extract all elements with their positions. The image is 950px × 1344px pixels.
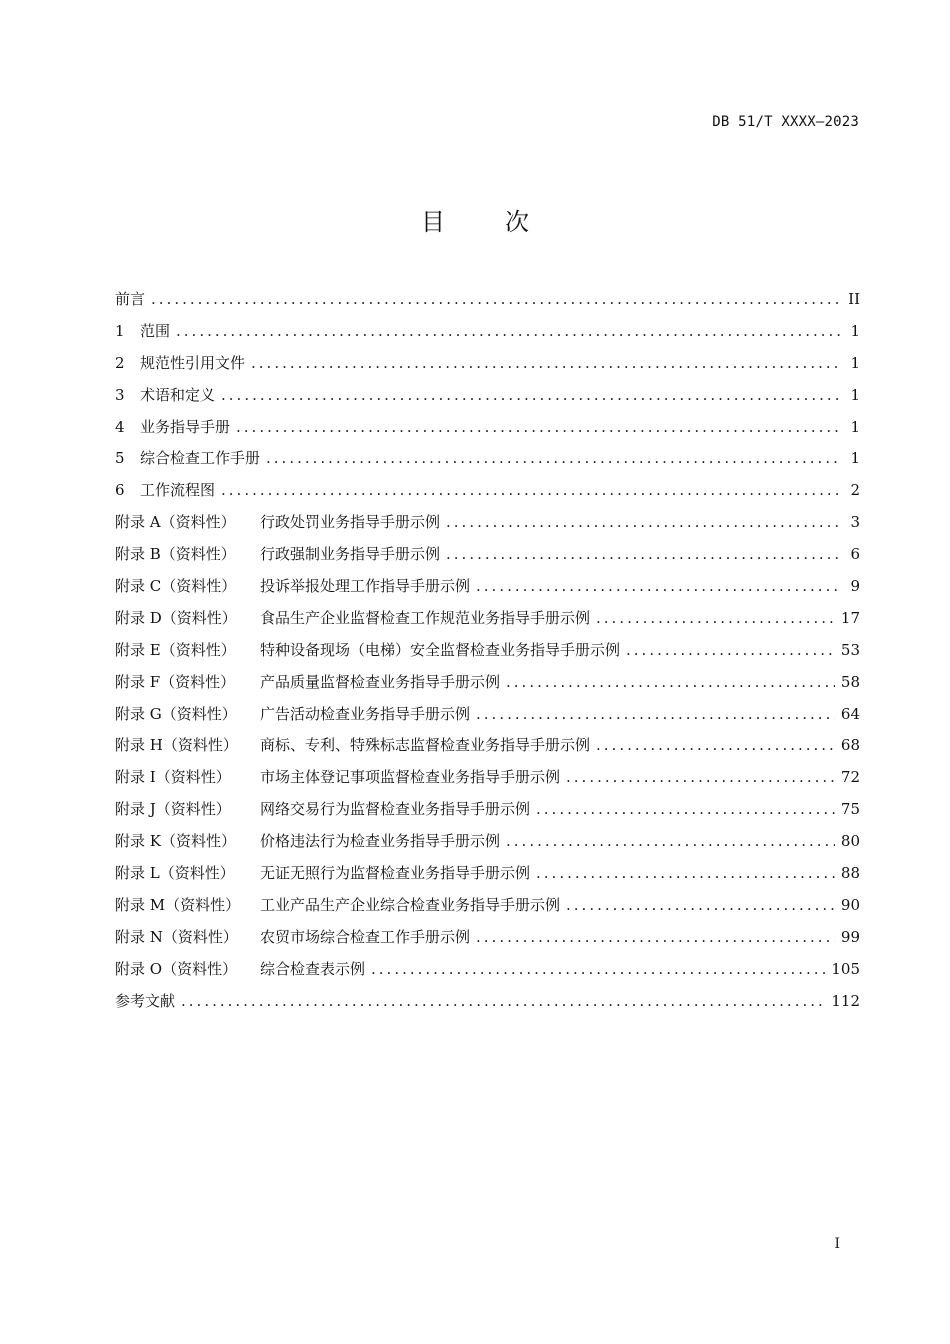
toc-entry[interactable] xyxy=(115,507,860,539)
toc-leader-dots xyxy=(251,348,840,380)
toc-entry-number: 3 xyxy=(115,385,125,404)
toc-entry-label: 规范性引用文件 xyxy=(140,353,246,372)
toc-entry-label: 产品质量监督检查业务指导手册示例 xyxy=(260,672,501,691)
toc-entry-number: 2 xyxy=(115,353,125,372)
toc-entry-page: 1 xyxy=(850,449,860,468)
toc-leader-dots xyxy=(626,635,835,667)
toc-entry-page: 112 xyxy=(831,991,860,1010)
toc-entry-label: 网络交易行为监督检查业务指导手册示例 xyxy=(260,800,531,819)
toc-entry-appendix: 附录 J（资料性） xyxy=(115,800,231,819)
page-number: I xyxy=(834,1236,840,1252)
toc-entry-label: 行政强制业务指导手册示例 xyxy=(260,545,441,564)
toc-entry-page: 17 xyxy=(840,608,860,627)
toc-entry-page: 2 xyxy=(850,481,860,500)
toc-entry-page: 64 xyxy=(840,704,860,723)
toc-entry-label: 食品生产企业监督检查工作规范业务指导手册示例 xyxy=(260,608,591,627)
toc-entry-label: 行政处罚业务指导手册示例 xyxy=(260,513,441,532)
toc-entry[interactable] xyxy=(115,412,860,444)
toc-entry[interactable] xyxy=(115,380,860,412)
toc-leader-dots xyxy=(476,922,835,954)
toc-leader-dots xyxy=(566,890,835,922)
toc-entry-page: 90 xyxy=(840,895,860,914)
toc-entry-label: 综合检查工作手册 xyxy=(140,449,261,468)
toc-entry[interactable] xyxy=(115,348,860,380)
toc-entry[interactable] xyxy=(115,986,860,1018)
toc-entry-page: 58 xyxy=(840,672,860,691)
toc-entry[interactable] xyxy=(115,603,860,635)
toc-entry[interactable] xyxy=(115,571,860,603)
toc-entry[interactable] xyxy=(115,858,860,890)
toc-entry[interactable] xyxy=(115,762,860,794)
toc-entry[interactable] xyxy=(115,667,860,699)
toc-entry-page: 53 xyxy=(840,640,860,659)
toc-entry-label: 术语和定义 xyxy=(140,385,216,404)
toc-entry[interactable] xyxy=(115,826,860,858)
toc-entry-appendix: 附录 L（资料性） xyxy=(115,864,235,883)
toc-leader-dots xyxy=(221,380,840,412)
toc-entry-label: 商标、专利、特殊标志监督检查业务指导手册示例 xyxy=(260,736,591,755)
toc-entry-label: 范围 xyxy=(140,321,171,340)
toc-entry-label: 工业产品生产企业综合检查业务指导手册示例 xyxy=(260,895,561,914)
toc-entry-label: 农贸市场综合检查工作手册示例 xyxy=(260,927,471,946)
toc-entry[interactable] xyxy=(115,316,860,348)
toc-entry-appendix: 附录 F（资料性） xyxy=(115,672,236,691)
toc-entry-label: 价格违法行为检查业务指导手册示例 xyxy=(260,832,501,851)
toc-leader-dots xyxy=(596,603,835,635)
toc-leader-dots xyxy=(221,475,840,507)
toc-entry-page: 99 xyxy=(840,927,860,946)
toc-entry[interactable] xyxy=(115,475,860,507)
toc-leader-dots xyxy=(446,507,840,539)
toc-entry-label: 业务指导手册 xyxy=(140,417,231,436)
toc-leader-dots xyxy=(596,730,835,762)
toc-leader-dots xyxy=(536,858,835,890)
toc-leader-dots xyxy=(151,284,840,316)
toc-leader-dots xyxy=(371,954,825,986)
toc-entry-label: 前言 xyxy=(115,290,146,308)
toc-entry-number: 1 xyxy=(115,321,125,340)
toc-entry-appendix: 附录 B（资料性） xyxy=(115,545,236,564)
toc-leader-dots xyxy=(506,826,835,858)
toc-entry[interactable] xyxy=(115,890,860,922)
toc-leader-dots xyxy=(476,699,835,731)
toc-leader-dots xyxy=(266,443,840,475)
toc-entry[interactable] xyxy=(115,699,860,731)
toc-entry[interactable] xyxy=(115,635,860,667)
toc-entry-number: 4 xyxy=(115,417,125,436)
toc-leader-dots xyxy=(536,794,835,826)
toc-entry-label: 工作流程图 xyxy=(140,481,216,500)
toc-entry-page: 1 xyxy=(850,321,860,340)
toc-entry-label: 特种设备现场（电梯）安全监督检查业务指导手册示例 xyxy=(260,640,621,659)
toc-entry-appendix: 附录 K（资料性） xyxy=(115,832,236,851)
toc-entry-page: 80 xyxy=(840,832,860,851)
toc-entry-page: 6 xyxy=(850,545,860,564)
toc-entry[interactable] xyxy=(115,922,860,954)
toc-entry-page: 88 xyxy=(840,864,860,883)
toc-entry-appendix: 附录 G（资料性） xyxy=(115,704,237,723)
toc-entry-page: 9 xyxy=(850,577,860,596)
toc-leader-dots xyxy=(446,539,840,571)
toc-entry-label: 无证无照行为监督检查业务指导手册示例 xyxy=(260,864,531,883)
toc-entry[interactable] xyxy=(115,954,860,986)
toc-entry-page: 3 xyxy=(850,513,860,532)
toc-entry-page: 1 xyxy=(850,417,860,436)
toc-entry-page: 72 xyxy=(840,768,860,787)
document-code: DB 51/T XXXX—2023 xyxy=(712,114,859,130)
toc-entry-label: 广告活动检查业务指导手册示例 xyxy=(260,704,471,723)
toc-entry-label: 参考文献 xyxy=(115,991,176,1010)
toc-leader-dots xyxy=(181,986,825,1018)
toc-leader-dots xyxy=(506,667,835,699)
toc-entry-number: 5 xyxy=(115,449,125,468)
toc-entry-appendix: 附录 H（资料性） xyxy=(115,736,238,755)
toc-entry-appendix: 附录 E（资料性） xyxy=(115,640,236,659)
toc-entry-appendix: 附录 O（资料性） xyxy=(115,959,238,978)
toc-entry-page: 105 xyxy=(831,959,860,978)
toc-entry-appendix: 附录 C（资料性） xyxy=(115,577,237,596)
toc-leader-dots xyxy=(566,762,835,794)
toc-entry-label: 市场主体登记事项监督检查业务指导手册示例 xyxy=(260,768,561,787)
page-title: 目次 xyxy=(421,208,589,236)
toc-leader-dots xyxy=(176,316,840,348)
toc-entry[interactable] xyxy=(115,730,860,762)
toc-leader-dots xyxy=(236,412,840,444)
toc-entry-page: 75 xyxy=(840,800,860,819)
toc-entry-label: 投诉举报处理工作指导手册示例 xyxy=(260,577,471,596)
toc-entry-appendix: 附录 D（资料性） xyxy=(115,608,237,627)
toc-entry[interactable] xyxy=(115,443,860,475)
toc-entry-appendix: 附录 I（资料性） xyxy=(115,768,231,787)
toc-entry[interactable] xyxy=(115,539,860,571)
toc-entry-appendix: 附录 N（资料性） xyxy=(115,927,238,946)
toc-entry-appendix: 附录 A（资料性） xyxy=(115,513,236,532)
toc-entry-label: 综合检查表示例 xyxy=(260,959,366,978)
toc-entry-appendix: 附录 M（资料性） xyxy=(115,895,241,914)
toc-entry-page: 68 xyxy=(840,736,860,755)
table-of-contents xyxy=(115,284,860,1017)
toc-entry-page: II xyxy=(848,290,860,308)
toc-entry-number: 6 xyxy=(115,481,125,500)
toc-entry-page: 1 xyxy=(850,353,860,372)
toc-entry[interactable] xyxy=(115,794,860,826)
toc-entry-page: 1 xyxy=(850,385,860,404)
toc-leader-dots xyxy=(476,571,840,603)
toc-entry[interactable] xyxy=(115,284,860,316)
